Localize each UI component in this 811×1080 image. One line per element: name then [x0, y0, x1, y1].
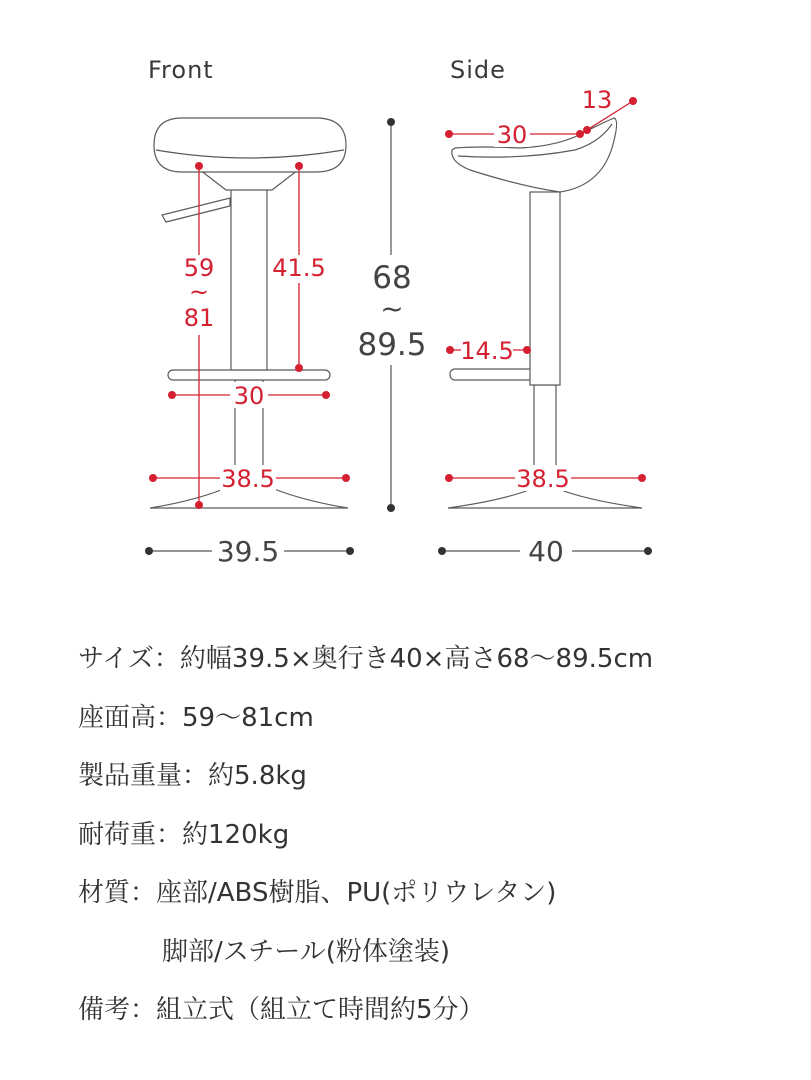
spec-value: 約5.8kg [208, 761, 307, 791]
front-seat-height-min-label: 81 [183, 304, 215, 332]
spec-row-notes [78, 981, 798, 1040]
spec-label: サイズ： [78, 644, 180, 674]
side-footrest-depth-label: 14.5 [460, 337, 514, 365]
spec-label: 耐荷重： [78, 819, 183, 850]
front-width-label: 39.5 [216, 535, 280, 568]
total-height-min-label: 68 [372, 260, 412, 296]
side-back-height-label: 13 [581, 86, 613, 114]
spec-row-material-seat [78, 864, 798, 923]
front-footrest-height-label: 41.5 [272, 254, 326, 282]
side-view-label: Side [450, 56, 506, 84]
spec-label: 製品重量： [78, 761, 209, 791]
spec-row-load-capacity [78, 806, 798, 865]
spec-label: 材質： [78, 878, 157, 908]
spec-value: 座部/ABS樹脂、PU(ポリウレタン) [156, 878, 557, 908]
front-seat-height-max-label: 59 [183, 254, 215, 282]
front-base-width-label: 38.5 [221, 465, 275, 493]
spec-value: 脚部/スチール(粉体塗装) [162, 936, 451, 967]
front-footrest-width-label: 30 [233, 382, 265, 410]
spec-row-seat-height [78, 689, 798, 748]
spec-value: 組立式（組立て時間約5分） [156, 995, 485, 1025]
total-height-max-label: 89.5 [357, 327, 427, 363]
spec-value: 59〜81cm [182, 702, 314, 733]
side-stool-drawing [448, 118, 642, 508]
front-view-label: Front [148, 56, 214, 84]
spec-row-size [78, 630, 798, 689]
spec-row-weight [78, 747, 798, 806]
spec-label: 備考： [78, 995, 157, 1025]
side-seat-depth-label: 30 [496, 121, 528, 149]
front-seat-height-tilde: ~ [188, 278, 210, 306]
spec-list [78, 630, 798, 1040]
side-depth-label: 40 [528, 535, 564, 568]
side-base-width-label: 38.5 [516, 465, 570, 493]
spec-value: 約幅39.5×奥行き40×高さ68〜89.5cm [179, 644, 654, 674]
spec-value: 約120kg [182, 819, 290, 850]
spec-row-material-legs [78, 923, 798, 982]
total-height-tilde: ~ [380, 292, 404, 325]
spec-label: 座面高： [78, 702, 183, 733]
